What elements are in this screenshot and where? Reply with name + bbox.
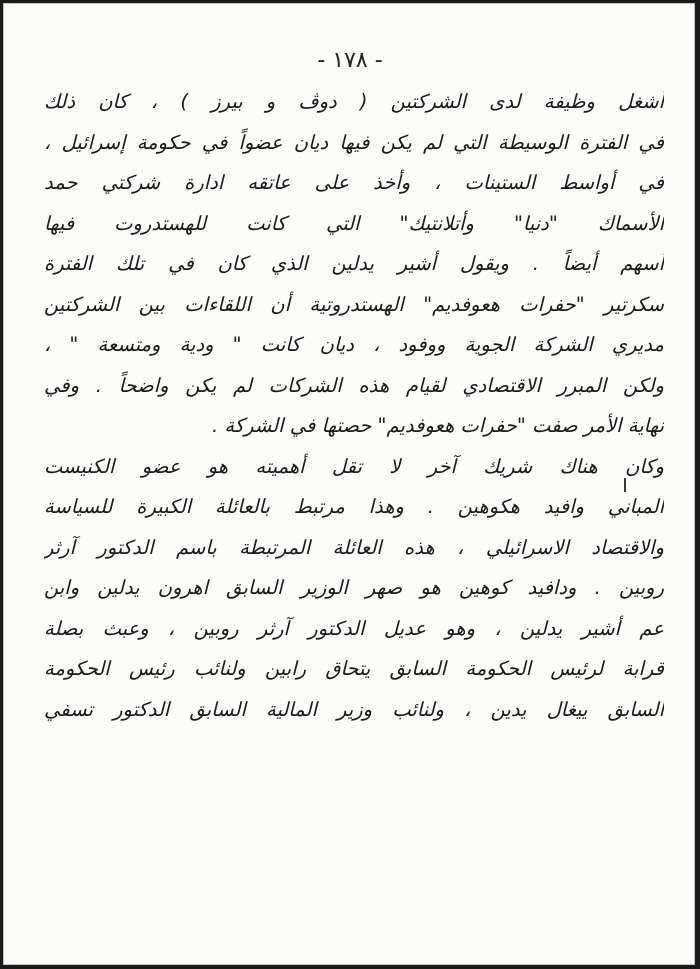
text-line: نهاية الأمر صفت "حفرات هعوفديم" حصتها في الشركة . bbox=[211, 414, 664, 437]
text-line: قرابة لرئيس الحكومة السابق يتحاق رابين ولنائب رئيس الحكومة bbox=[44, 657, 664, 680]
text-line: في أواسط الستينات ، وأخذ على عاتقه ادارة شركتي حمد bbox=[44, 171, 664, 194]
text-line: وكان هناك شريك آخر لا تقل أهميته هو عضو الكنيست bbox=[44, 454, 664, 478]
text-line: أشغل وظيفة لدى الشركتين ( دوڤ و بيرز ) ، كان ذلك bbox=[44, 90, 664, 113]
text-line: أسهم أيضاً . ويقول أشير يدلين الذي كان في تلك الفترة bbox=[44, 252, 664, 275]
text-line: عم أشير يدلين ، وهو عديل الدكتور آرثر روبين ، وعبث بصلة bbox=[44, 616, 664, 640]
document-page bbox=[3, 3, 695, 965]
text-line: مديري الشركة الجوية ووفود ، ديان كانت " ودية ومتسعة " ، bbox=[44, 333, 664, 356]
text-line: المباني وافيد هكوهين . وهذا مرتبط بالعائلة الكبيرة للسياسة bbox=[44, 495, 664, 518]
page-number: - ١٧٨ - bbox=[317, 48, 383, 73]
text-line: والاقتصاد الاسرائيلي ، هذه العائلة المرتبطة باسم الدكتور آرثر bbox=[44, 535, 664, 559]
handwritten-text-body bbox=[44, 82, 664, 730]
margin-mark bbox=[624, 478, 626, 492]
text-line: السابق ييغال يدين ، ولنائب وزير المالية السابق الدكتور تسفي bbox=[44, 697, 664, 721]
text-line: الأسماك "دنيا" وأتلانتيك" التي كانت للهستدروت فيها bbox=[44, 211, 664, 235]
text-line: في الفترة الوسيطة التي لم يكن فيها ديان عضواً في حكومة إسرائيل ، bbox=[44, 130, 664, 154]
text-line: روبين . ودافيد كوهين هو صهر الوزير السابق اهرون يدلين وابن bbox=[44, 576, 664, 599]
text-line: ولكن المبرر الاقتصادي لقيام هذه الشركات لم يكن واضحاً . وفي bbox=[44, 373, 664, 397]
text-line: سكرتير "حفرات هعوفديم" الهستدروتية أن اللقاءات بين الشركتين bbox=[44, 292, 664, 316]
